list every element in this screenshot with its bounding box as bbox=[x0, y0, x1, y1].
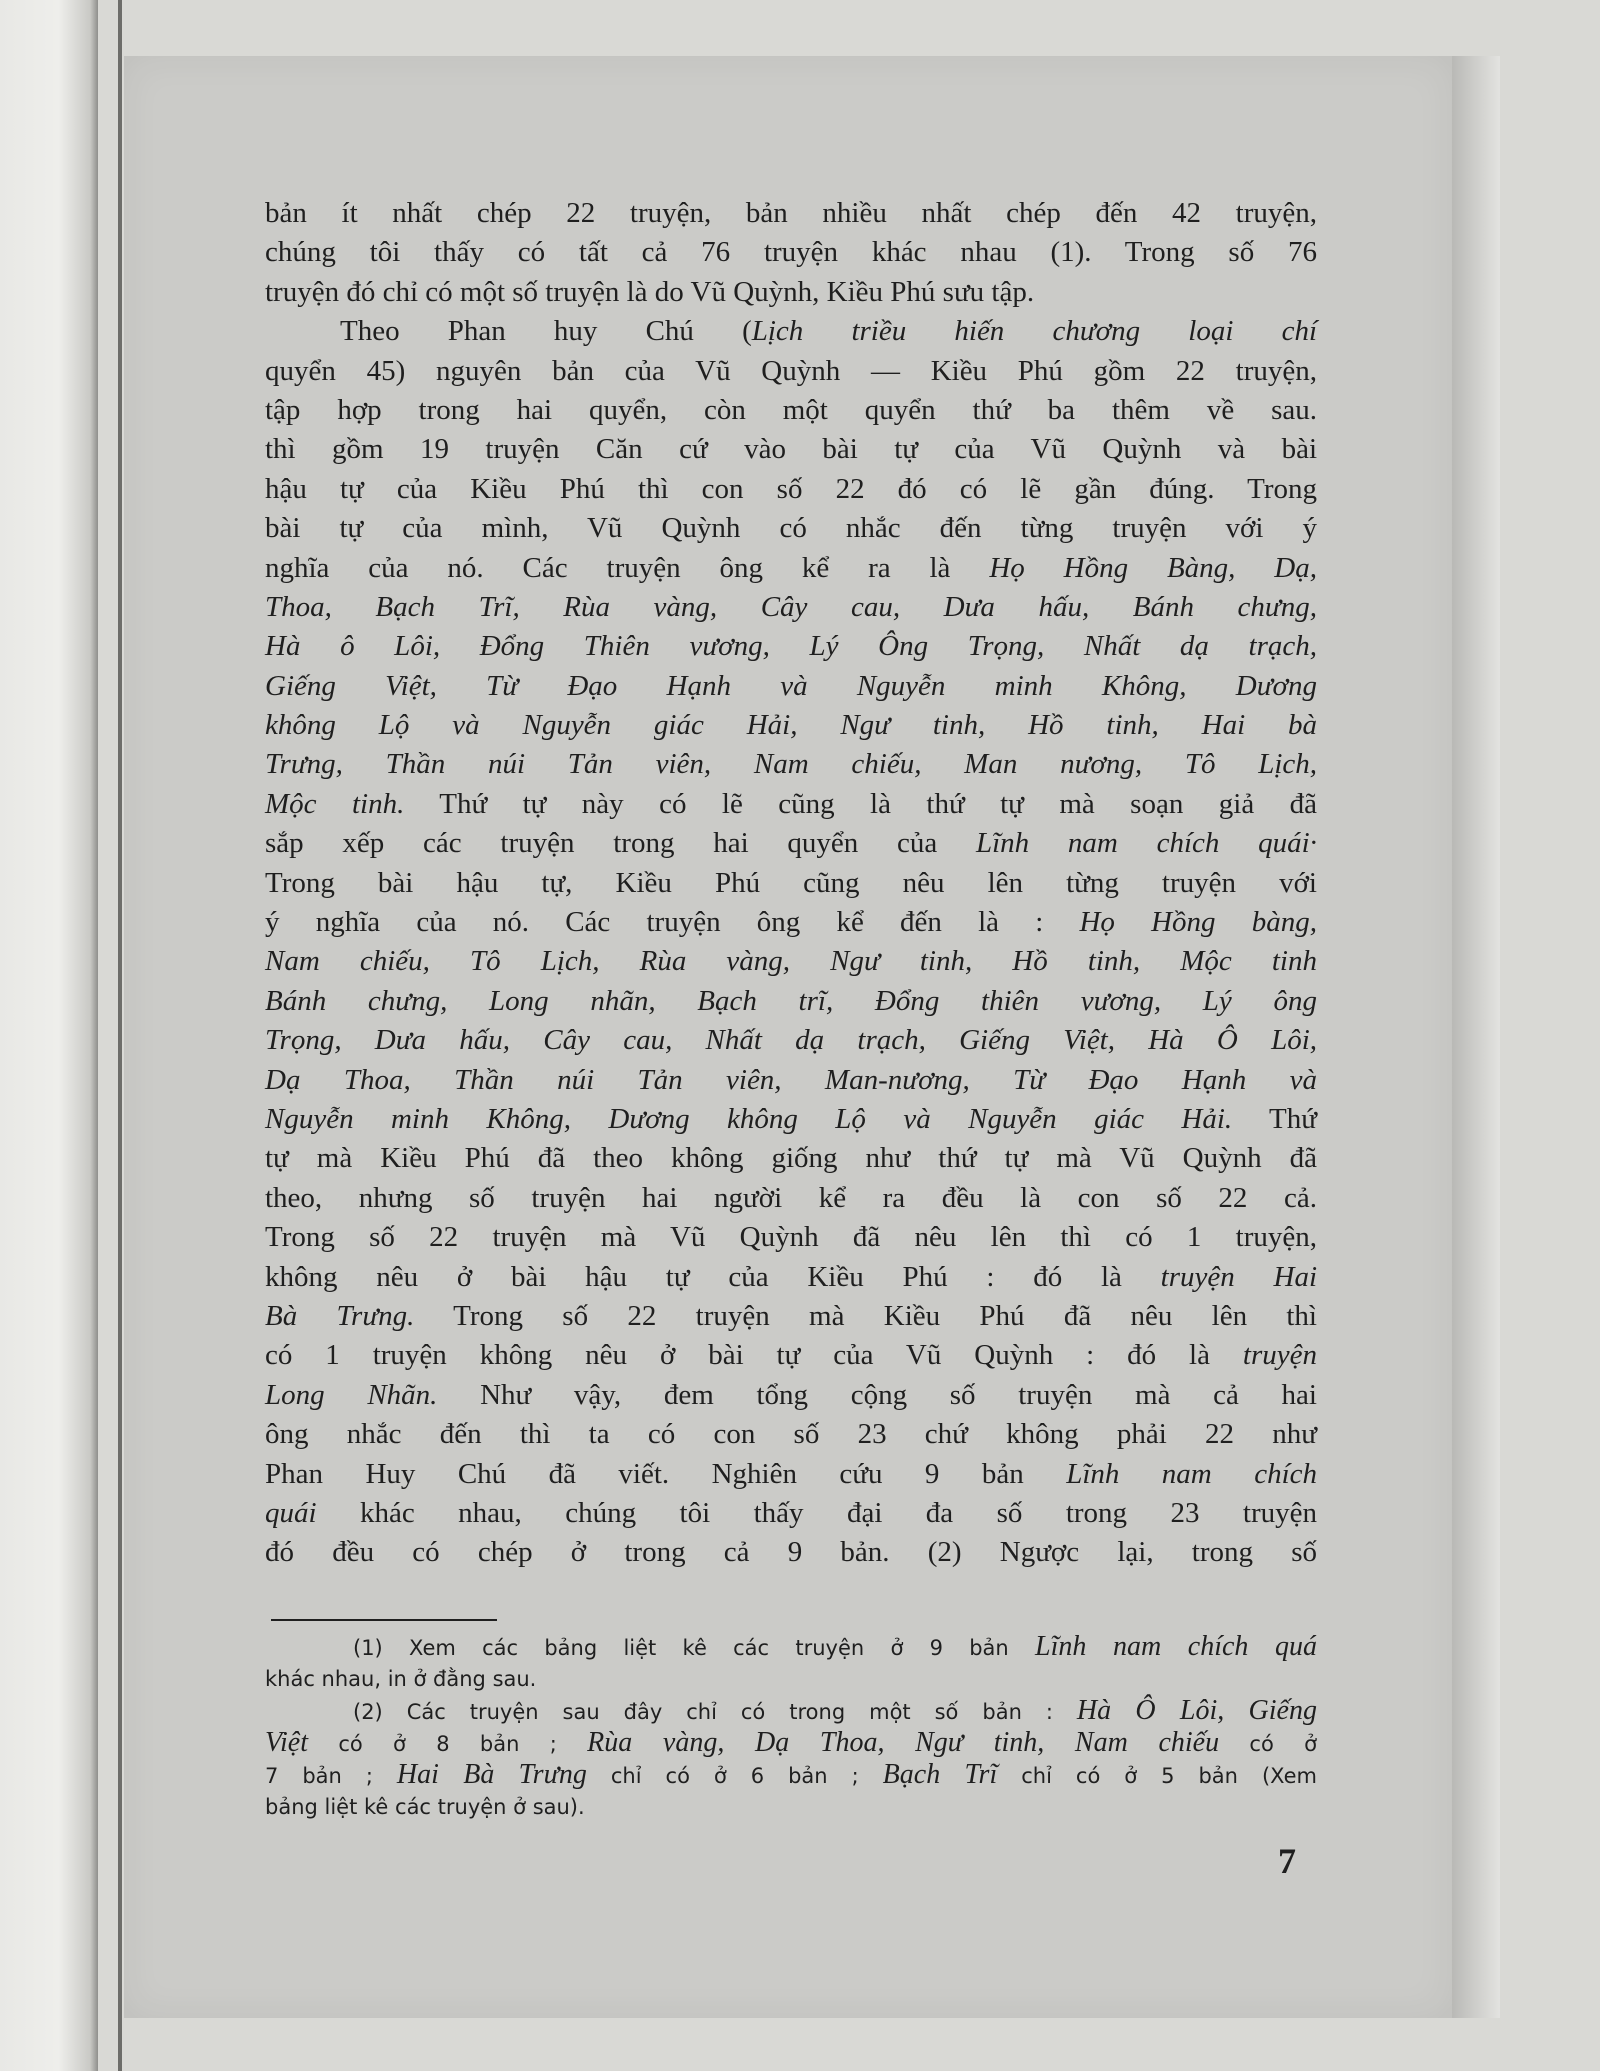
body-line bbox=[265, 706, 1317, 745]
italic-title-text: Hai Bà Trưng bbox=[396, 1759, 587, 1790]
body-line bbox=[265, 982, 1317, 1021]
text-run: có ở bbox=[1219, 1732, 1317, 1756]
body-line bbox=[265, 667, 1317, 706]
page-edge bbox=[1452, 56, 1500, 2018]
page-number: 7 bbox=[1278, 1841, 1296, 1881]
text-run: truyện đó chỉ có một số truyện là do Vũ Quỳnh, Kiều Phú sưu tập. bbox=[265, 275, 1035, 308]
text-run: Trong bài hậu tự, Kiều Phú cũng nêu lên từng truyện với bbox=[265, 866, 1317, 899]
italic-title-text: Họ Hồng bàng, bbox=[1079, 906, 1317, 939]
body-line bbox=[265, 1415, 1317, 1454]
body-line bbox=[265, 745, 1317, 784]
body-line bbox=[265, 785, 1317, 824]
body-line bbox=[265, 942, 1317, 981]
italic-title-text: Lịch triều hiến chương loại chí bbox=[751, 315, 1317, 348]
body-line bbox=[265, 627, 1317, 666]
text-run: Như vậy, đem tổng cộng số truyện mà cả hai bbox=[437, 1378, 1317, 1411]
body-line bbox=[265, 1376, 1317, 1415]
footnote-line bbox=[265, 1695, 1317, 1727]
text-run: chúng tôi thấy có tất cả 76 truyện khác nhau (1). Trong số 76 bbox=[265, 236, 1317, 269]
italic-title-text: Mộc tinh. bbox=[265, 787, 405, 820]
text-run: Theo Phan huy Chú ( bbox=[340, 315, 752, 348]
text-run: không nêu ở bài hậu tự của Kiều Phú : đó là bbox=[265, 1260, 1161, 1293]
text-run: khác nhau, chúng tôi thấy đại đa số trong 23 truyện bbox=[316, 1496, 1317, 1529]
italic-title-text: Nguyễn minh Không, Dương không Lộ và Nguyễn giác Hải. bbox=[265, 1102, 1233, 1135]
body-line bbox=[265, 1218, 1317, 1257]
italic-title-text: truyện bbox=[1242, 1339, 1317, 1372]
body-line bbox=[265, 824, 1317, 863]
italic-title-text: Lĩnh nam chích bbox=[1066, 1457, 1317, 1490]
footnote-line bbox=[265, 1727, 1317, 1759]
body-line bbox=[265, 903, 1317, 942]
italic-title-text: Nam chiếu, Tô Lịch, Rùa vàng, Ngư tinh, Hồ tinh, Mộc tinh bbox=[265, 945, 1317, 978]
italic-title-text: Long Nhãn. bbox=[265, 1378, 438, 1411]
body-line bbox=[265, 194, 1317, 233]
italic-title-text: Thoa, Bạch Trĩ, Rùa vàng, Cây cau, Dưa hấu, Bánh chưng, bbox=[265, 590, 1317, 623]
text-run: khác nhau, in ở đằng sau. bbox=[265, 1667, 537, 1691]
text-run: theo, nhưng số truyện hai người kể ra đều là con số 22 cả. bbox=[265, 1181, 1317, 1214]
footnote-line bbox=[265, 1791, 1317, 1823]
italic-title-text: Họ Hồng Bàng, Dạ, bbox=[989, 551, 1317, 584]
body-line bbox=[265, 1533, 1317, 1572]
text-run: Thứ tự này có lẽ cũng là thứ tự mà soạn giả đã bbox=[404, 787, 1317, 820]
italic-title-text: Dạ Thoa, Thần núi Tản viên, Man-nương, Từ Đạo Hạnh và bbox=[265, 1063, 1317, 1096]
body-line bbox=[265, 1258, 1317, 1297]
binding-edge-line bbox=[118, 0, 122, 2071]
text-run: chỉ có ở 5 bản (Xem bbox=[997, 1764, 1317, 1788]
text-run: (1) Xem các bảng liệt kê các truyện ở 9 bản bbox=[353, 1636, 1035, 1660]
body-line bbox=[265, 470, 1317, 509]
italic-title-text: Hà Ô Lôi, Giếng bbox=[1076, 1695, 1317, 1726]
text-run: ông nhắc đến thì ta có con số 23 chứ không phải 22 như bbox=[265, 1418, 1317, 1451]
text-run: tự mà Kiều Phú đã theo không giống như thứ tự mà Vũ Quỳnh đã bbox=[265, 1142, 1317, 1175]
italic-title-text: Lĩnh nam chích quá bbox=[1035, 1631, 1317, 1662]
italic-title-text: Việt bbox=[265, 1727, 309, 1758]
body-line bbox=[265, 549, 1317, 588]
italic-title-text: Bà Trưng. bbox=[265, 1299, 415, 1332]
text-run: 7 bản ; bbox=[265, 1764, 397, 1788]
text-run: hậu tự của Kiều Phú thì con số 22 đó có lẽ gần đúng. Trong bbox=[265, 472, 1317, 505]
italic-title-text: Trưng, Thần núi Tản viên, Nam chiếu, Man nương, Tô Lịch, bbox=[265, 748, 1317, 781]
text-run: bản ít nhất chép 22 truyện, bản nhiều nhất chép đến 42 truyện, bbox=[265, 197, 1317, 229]
italic-title-text: Trọng, Dưa hấu, Cây cau, Nhất dạ trạch, Giếng Việt, Hà Ô Lôi, bbox=[265, 1024, 1317, 1057]
body-line bbox=[265, 273, 1317, 312]
body-line bbox=[265, 233, 1317, 272]
body-line bbox=[265, 1494, 1317, 1533]
italic-title-text: Lĩnh nam chích quái· bbox=[976, 827, 1317, 860]
text-run: thì gồm 19 truyện Căn cứ vào bài tự của Vũ Quỳnh và bài bbox=[265, 433, 1317, 466]
text-run: (2) Các truyện sau đây chỉ có trong một số bản : bbox=[353, 1700, 1077, 1724]
body-text bbox=[265, 194, 1317, 1573]
text-run: Phan Huy Chú đã viết. Nghiên cứu 9 bản bbox=[265, 1457, 1067, 1490]
body-line bbox=[265, 312, 1317, 351]
text-run: tập hợp trong hai quyển, còn một quyển thứ ba thêm về sau. bbox=[265, 393, 1317, 426]
text-run: chỉ có ở 6 bản ; bbox=[586, 1764, 883, 1788]
book-binding bbox=[0, 0, 98, 2071]
body-line bbox=[265, 430, 1317, 469]
italic-title-text: quái bbox=[265, 1496, 317, 1529]
body-line bbox=[265, 391, 1317, 430]
body-line bbox=[265, 352, 1317, 391]
text-run: bài tự của mình, Vũ Quỳnh có nhắc đến từng truyện với ý bbox=[265, 512, 1317, 545]
text-run: bảng liệt kê các truyện ở sau). bbox=[265, 1795, 585, 1819]
footnote-line bbox=[265, 1631, 1317, 1663]
italic-title-text: không Lộ và Nguyễn giác Hải, Ngư tinh, Hồ tinh, Hai bà bbox=[265, 709, 1317, 742]
footnote-separator bbox=[271, 1619, 497, 1621]
body-line bbox=[265, 1100, 1317, 1139]
body-line bbox=[265, 509, 1317, 548]
footnotes bbox=[265, 1631, 1317, 1823]
footnote-line bbox=[265, 1759, 1317, 1791]
text-run: có ở 8 bản ; bbox=[308, 1732, 588, 1756]
footnote-line bbox=[265, 1663, 1317, 1695]
body-line bbox=[265, 1179, 1317, 1218]
body-line bbox=[265, 588, 1317, 627]
body-line bbox=[265, 1139, 1317, 1178]
text-run: Trong số 22 truyện mà Kiều Phú đã nêu lên thì bbox=[414, 1299, 1317, 1332]
text-run: có 1 truyện không nêu ở bài tự của Vũ Quỳnh : đó là bbox=[265, 1339, 1243, 1372]
italic-title-text: Giếng Việt, Từ Đạo Hạnh và Nguyễn minh Không, Dương bbox=[265, 669, 1317, 702]
italic-title-text: Rùa vàng, Dạ Thoa, Ngư tinh, Nam chiếu bbox=[587, 1727, 1220, 1758]
body-line bbox=[265, 1336, 1317, 1375]
body-line bbox=[265, 1297, 1317, 1336]
text-run: ý nghĩa của nó. Các truyện ông kể đến là : bbox=[265, 906, 1080, 939]
body-line bbox=[265, 1061, 1317, 1100]
text-run: quyển 45) nguyên bản của Vũ Quỳnh — Kiều Phú gồm 22 truyện, bbox=[265, 354, 1317, 387]
body-line bbox=[265, 1021, 1317, 1060]
text-run: nghĩa của nó. Các truyện ông kể ra là bbox=[265, 551, 990, 584]
italic-title-text: truyện Hai bbox=[1160, 1260, 1318, 1293]
text-run: Thứ bbox=[1232, 1102, 1317, 1135]
text-run: Trong số 22 truyện mà Vũ Quỳnh đã nêu lên thì có 1 truyện, bbox=[265, 1221, 1317, 1254]
italic-title-text: Bánh chưng, Long nhãn, Bạch trĩ, Đổng thiên vương, Lý ông bbox=[265, 984, 1317, 1017]
text-run: đó đều có chép ở trong cả 9 bản. (2) Ngược lại, trong số bbox=[265, 1536, 1317, 1569]
body-line bbox=[265, 864, 1317, 903]
body-line bbox=[265, 1455, 1317, 1494]
text-run: sắp xếp các truyện trong hai quyển của bbox=[265, 827, 976, 860]
italic-title-text: Bạch Trĩ bbox=[882, 1759, 998, 1790]
italic-title-text: Hà ô Lôi, Đổng Thiên vương, Lý Ông Trọng, Nhất dạ trạch, bbox=[265, 630, 1317, 663]
